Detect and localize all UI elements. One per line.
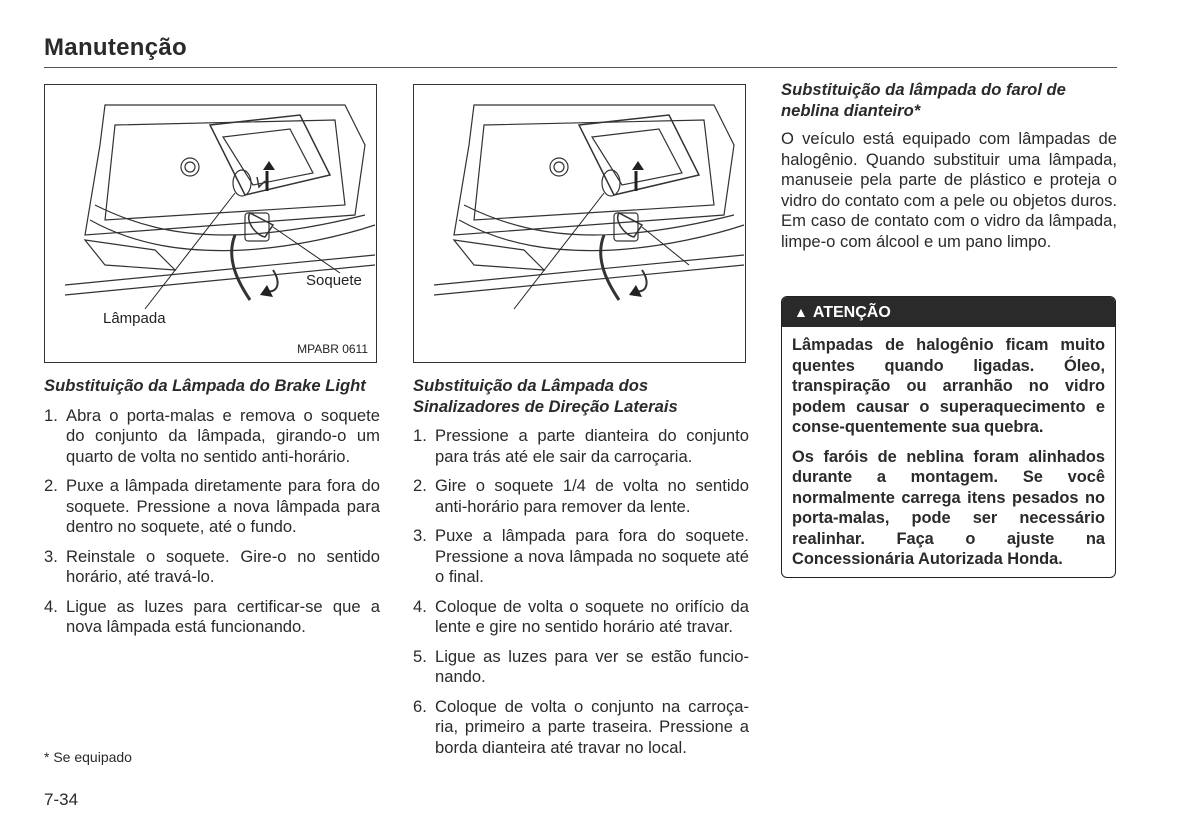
warning-paragraph-1: Lâmpadas de halogênio ficam muito quentes quando ligadas. Óleo, transpiração ou arranhão no vidro podem causar o superaquecimento e conse-quentemente sua quebra. <box>792 336 1105 436</box>
figure-side-turn-signal <box>413 84 746 363</box>
warning-body <box>782 327 1115 570</box>
fog-light-body: O veículo está equipado com lâmpadas de halogênio. Quando substituir uma lâmpada, manuseie pela parte de plástico e proteja o vidro do contato com a pele ou objetos duros. Em caso de contato com o vidro da lâmpada, limpe-o com álcool e um pano limpo. <box>781 129 1117 251</box>
list-item: 6. Coloque de volta o conjunto na carroça-ria, primeiro a parte traseira. Pressione a borda dianteira até travar no local. <box>413 696 749 757</box>
side-signal-heading: Substituição da Lâmpada dos Sinalizadores de Direção Laterais <box>413 376 678 416</box>
list-item: 5. Ligue as luzes para ver se estão funcio-nando. <box>413 646 749 686</box>
figure-code: MPABR 0611 <box>297 342 368 356</box>
fog-light-section <box>781 80 1117 252</box>
warning-header <box>782 297 1115 327</box>
list-item: 1. Abra o porta-malas e remova o soquete do conjunto da lâmpada, girando-o um quarto de volta no sentido anti-horário. <box>44 405 380 466</box>
list-item: 4. Coloque de volta o soquete no orifício da lente e gire no sentido horário até travar. <box>413 596 749 636</box>
side-signal-steps <box>413 426 749 758</box>
brake-light-section <box>44 376 380 638</box>
list-item: 3. Puxe a lâmpada para fora do soquete. Pressione a nova lâmpada no soquete até o final. <box>413 526 749 586</box>
figure-brake-light <box>44 84 377 363</box>
brake-light-heading: Substituição da Lâmpada do Brake Light <box>44 376 366 395</box>
label-lampada: Lâmpada <box>103 310 166 327</box>
side-turn-signal-illustration <box>414 85 747 364</box>
warning-title: ATENÇÃO <box>812 304 891 321</box>
header-rule <box>44 67 1117 68</box>
page-title: Manutenção <box>44 34 188 61</box>
warning-triangle-icon: ▲ <box>794 304 808 320</box>
brake-light-illustration <box>45 85 378 364</box>
list-item: 4. Ligue as luzes para certificar-se que a nova lâmpada está funcionando. <box>44 596 380 636</box>
label-soquete: Soquete <box>306 272 362 289</box>
list-item: 3. Reinstale o soquete. Gire-o no sentido horário, até travá-lo. <box>44 546 380 586</box>
fog-light-heading: Substituição da lâmpada do farol de neblina dianteiro* <box>781 80 1066 120</box>
footnote: * Se equipado <box>44 749 132 765</box>
list-item: 2. Puxe a lâmpada diretamente para fora do soquete. Pressione a nova lâmpada para dentro no soquete, até o fundo. <box>44 476 380 536</box>
list-item: 2. Gire o soquete 1/4 de volta no sentido anti-horário para remover da lente. <box>413 476 749 516</box>
side-signal-section <box>413 376 749 758</box>
page-number: 7-34 <box>44 790 79 809</box>
warning-box <box>781 296 1116 578</box>
list-item: 1. Pressione a parte dianteira do conjunto para trás até ele sair da carroçaria. <box>413 426 749 466</box>
warning-paragraph-2: Os faróis de neblina foram alinhados durante a montagem. Se você normalmente carrega itens pesados no porta-malas, pode ser necessário realinhar. Faça o ajuste na Concessionária Autorizada Honda. <box>792 447 1105 568</box>
brake-light-steps <box>44 406 380 638</box>
